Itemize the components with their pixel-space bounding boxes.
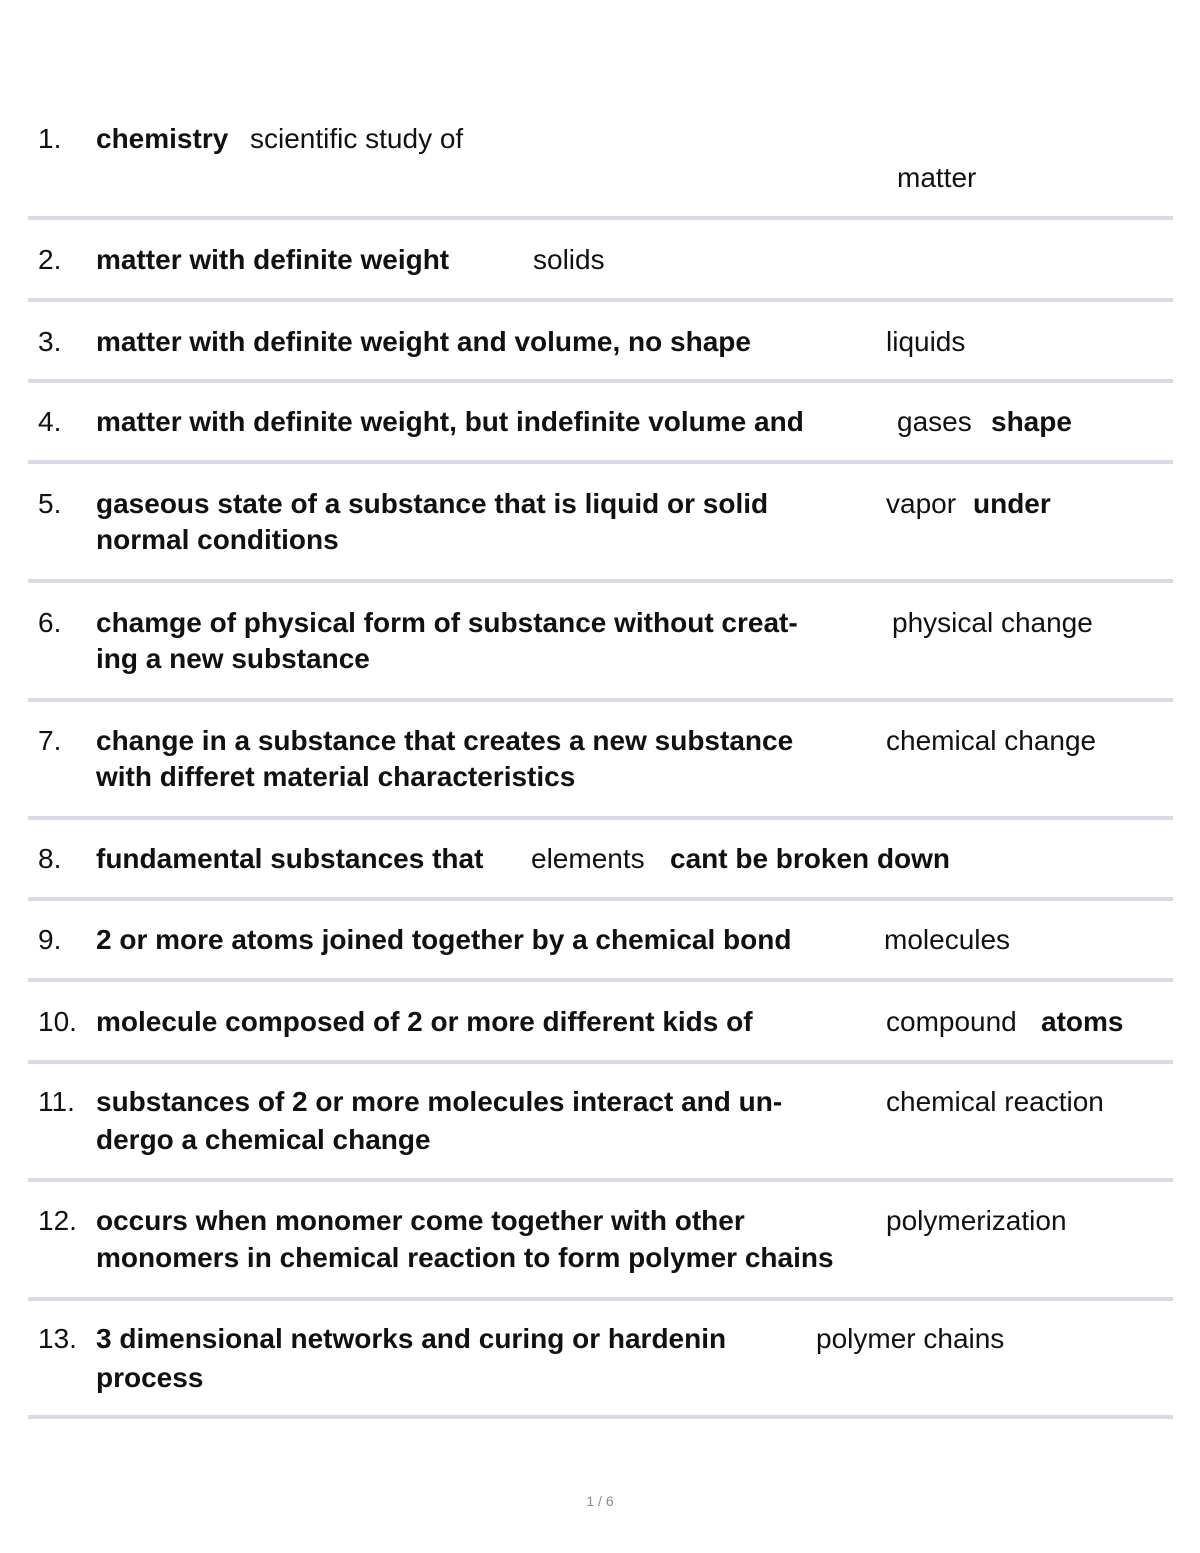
item-number: 12. [38, 1205, 77, 1236]
row-divider [28, 579, 1173, 583]
row-divider [28, 379, 1173, 383]
item-term-line-2: process [96, 1362, 204, 1393]
item-term: chamge of physical form of substance without creat- [96, 607, 798, 638]
item-answer: polymerization [886, 1205, 1067, 1236]
item-answer: chemical change [886, 725, 1097, 756]
item-answer: molecules [884, 924, 1011, 955]
page-indicator: 1 / 6 [586, 1493, 614, 1509]
item-number: 3. [38, 326, 62, 357]
item-number: 6. [38, 607, 62, 638]
row-divider [28, 1060, 1173, 1064]
item-term: occurs when monomer come together with other [96, 1205, 745, 1236]
item-term-line-2: ing a new substance [96, 643, 370, 674]
item-answer: polymer chains [816, 1323, 1005, 1354]
row-divider [28, 460, 1173, 464]
row-divider [28, 897, 1173, 901]
item-number: 10. [38, 1006, 77, 1037]
item-term: substances of 2 or more molecules interact and un- [96, 1086, 783, 1117]
row-divider [28, 1297, 1173, 1301]
item-term-tail: shape [991, 406, 1072, 437]
item-answer: liquids [886, 326, 966, 357]
row-divider [28, 298, 1173, 302]
item-term: matter with definite weight and volume, no shape [96, 326, 751, 357]
row-divider [28, 978, 1173, 982]
item-term: chemistry [96, 123, 229, 154]
item-answer: vapor [886, 488, 957, 519]
item-term: fundamental substances that [96, 843, 484, 874]
row-divider [28, 698, 1173, 702]
item-answer: gases [897, 406, 972, 437]
item-number: 4. [38, 406, 62, 437]
row-divider [28, 1178, 1173, 1182]
item-answer: compound [886, 1006, 1017, 1037]
item-term-line-2: with differet material characteristics [96, 761, 576, 792]
item-term: molecule composed of 2 or more different kids of [96, 1006, 753, 1037]
item-number: 5. [38, 488, 62, 519]
item-answer: physical change [892, 607, 1093, 638]
item-term: change in a substance that creates a new substance [96, 725, 794, 756]
item-number: 1. [38, 123, 62, 154]
item-number: 8. [38, 843, 62, 874]
item-term-line-2: monomers in chemical reaction to form polymer chains [96, 1242, 834, 1273]
row-divider [28, 816, 1173, 820]
item-term-line-2: normal conditions [96, 524, 339, 555]
item-number: 13. [38, 1323, 77, 1354]
item-term: matter with definite weight, but indefinite volume and [96, 406, 804, 437]
item-number: 2. [38, 244, 62, 275]
item-number: 11. [38, 1086, 75, 1117]
item-term-tail: under [973, 488, 1051, 519]
item-term-tail: atoms [1041, 1006, 1124, 1037]
item-number: 7. [38, 725, 62, 756]
item-answer: solids [533, 244, 605, 275]
item-term: 3 dimensional networks and curing or hardenin [96, 1323, 727, 1354]
item-term: matter with definite weight [96, 244, 450, 275]
item-number: 9. [38, 924, 62, 955]
item-term: gaseous state of a substance that is liquid or solid [96, 488, 769, 519]
row-divider [28, 1415, 1173, 1419]
item-answer: elements [531, 843, 645, 874]
row-divider [28, 216, 1173, 220]
item-answer: chemical reaction [886, 1086, 1104, 1117]
item-term-line-2: dergo a chemical change [96, 1124, 431, 1155]
item-term-tail: scientific study of [250, 123, 464, 154]
item-term: 2 or more atoms joined together by a chemical bond [96, 924, 792, 955]
item-term-tail: cant be broken down [670, 843, 951, 874]
item-answer: matter [897, 162, 977, 193]
